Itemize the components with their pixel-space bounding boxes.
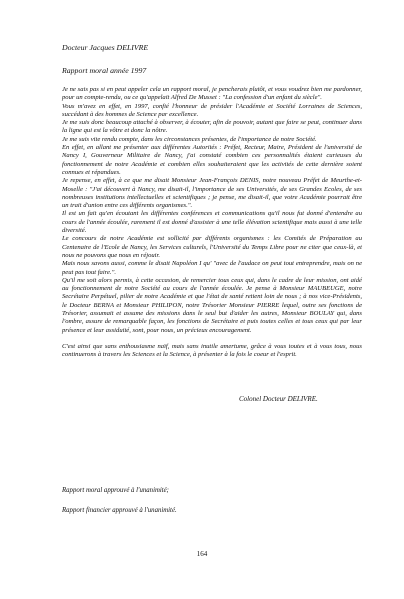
paragraph: Il est un fait qu'en écoutant les différentes conférences et communications qu'il nous fut donné d'entendre au cours de l'année écoulée, rarement il est donné d'assister à une telle élévation scientifique mais aussi à une telle diversité. <box>62 210 362 235</box>
paragraph: En effet, en allant me présenter aux différentes Autorités : Préfet, Recteur, Maire, Président de l'université de Nancy I, Gouverneur Militaire de Nancy, j'ai constaté combien ces personnalités étaient curieuses du fonctionnement de notre Académie et combien elles souhaiteraient que les activités de cette dernière soient connues et répandues. <box>62 144 362 176</box>
paragraph: Le concours de notre Académie est sollicité par différents organismes : les Comités de Préparation au Centenaire de l'Ecole de Nancy, les Services culturels, l'Université du Temps Libre pour ne citer que ceux-là, et nous ne pouvons que nous en réjouir. <box>62 235 362 259</box>
paragraph: Qu'il me soit alors permis, à cette occasion, de remercier tous ceux qui, dans le cadre de leur mission, ont aidé au fonctionnement de notre Société au cours de l'année écoulée. Je pense à Monsieur MAUBEUGE, notre Secrétaire Perpétuel, pilier de notre Académie et que l'état de santé retient loin de nous ; à nos vice-Présidents, le Docteur BERNA et Monsieur PHILIPON, notre Trésorier Monsieur PIERRE lequel, outre ses fonctions de Trésorier, assumait et assume des missions dans le seul but d'aider les autres, Monsieur BOULAY qui, dans l'ombre, assure de remarquable façon, les fonctions de Secrétaire et puis toutes celles et tous ceux qui par leur présence et leur assiduité, sont, pour nous, un précieux encouragement. <box>62 276 362 334</box>
author-heading: Docteur Jacques DELIVRE <box>62 43 149 52</box>
signature-line: Colonel Docteur DELIVRE. <box>239 395 318 403</box>
paragraph: Je me suis donc beaucoup attaché à observer, à écouter, afin de pouvoir, autant que faire se peut, continuer dans la ligne qui est la vôtre et donc la nôtre. <box>62 119 362 135</box>
financial-report-approval: Rapport financier approuvé à l'unanimité. <box>62 507 177 514</box>
paragraph: Mais nous savons aussi, comme le disait Napoléon I qu' "avec de l'audace on peut tout entreprendre, mais on ne peut pas tout faire.". <box>62 260 362 276</box>
page-number: 164 <box>196 550 208 558</box>
paragraph: Je repense, en effet, à ce que me disait Monsieur Jean-François DENIS, notre nouveau Préfet de Meurthe-et-Moselle : "J'ai découvert à Nancy, me disait-il, l'importance de ses Universités, de ses Grandes Ecoles, de ses nombreuses institutions intellectuelles et scientifiques ; je pense, me disait-il, que votre Académie pourrait être un trait d'union entre ces différents organismes.". <box>62 177 362 210</box>
report-body <box>62 86 362 360</box>
closing-paragraph: C'est ainsi que sans enthousiasme naïf, mais sans inutile amertume, grâce à vous toutes et à vous tous, nous continuerons à travers les Sciences et la Science, à présenter à la fois le coeur et l'esprit. <box>62 342 362 359</box>
paragraph: Vous m'avez en effet, en 1997, confié l'honneur de présider l'Académie et Société Lorraines de Sciences, succédant à des hommes de Science par excellence. <box>62 102 362 118</box>
moral-report-approval: Rapport moral approuvé à l'unanimité; <box>62 487 169 494</box>
report-title: Rapport moral année 1997 <box>62 66 147 75</box>
paragraph: Je me suis vite rendu compte, dans les circonstances présentes, de l'importance de notre Société. <box>62 135 317 143</box>
paragraph: Je ne sais pas si en peut appeler cela un rapport moral, je pencherais plutôt, et vous voudrez bien me pardonner, pour un compte-rendu, ou ce qu'appelait Alfred De Musset : "La confession d'un enfant du siècle". <box>62 86 362 102</box>
